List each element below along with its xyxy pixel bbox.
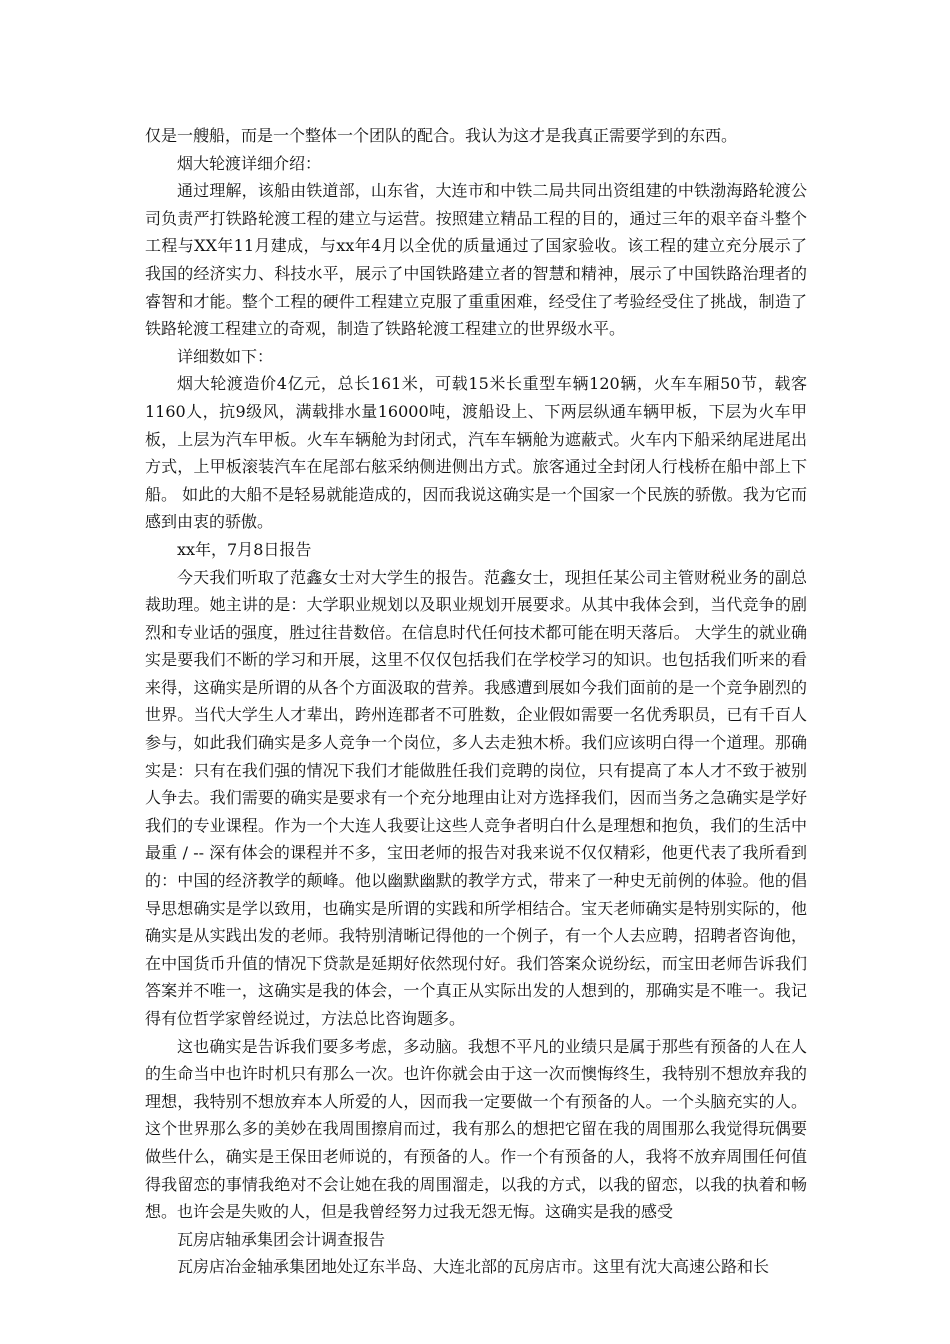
paragraph-reflection: 这也确实是告诉我们要多考虑，多动脑。我想不平凡的业绩只是属于那些有预备的人在人的生命当中也许时机只有那么一次。也许你就会由于这一次而懊悔终生，我特别不想放弃我的理想，我特别不想放弃本人所爱的人，因而我一定要做一个有预备的人。一个头脑充实的人。这个世界那么多的美妙在我周围擦肩而过，我有那么的想把它留在我的周围那么我觉得玩偶要做些什么，确实是王保田老师说的，有预备的人。作一个有预备的人，我将不放弃周围任何值得我留恋的事情我绝对不会让她在我的周围溜走，以我的方式，以我的留恋，以我的执着和畅想。也许会是失败的人，但是我曾经努力过我无怨无悔。这确实是我的感受 <box>145 1036 807 1222</box>
document-page <box>145 122 807 1281</box>
heading-bearing-report: 瓦房店轴承集团会计调查报告 <box>177 1229 386 1249</box>
paragraph-intro-fragment: 仅是一艘船，而是一个整体一个团队的配合。我认为这才是我真正需要学到的东西。 <box>145 126 738 145</box>
heading-details: 详细数如下： <box>177 346 274 366</box>
paragraph-ferry-project: 通过理解，该船由铁道部，山东省，大连市和中铁二局共同出资组建的中铁渤海路轮渡公司负责严打铁路轮渡工程的建立与运营。按照建立精品工程的目的，通过三年的艰辛奋斗整个工程与XX年11月建成，与xx年4月以全优的质量通过了国家验收。该工程的建立充分展示了我国的经济实力、科技水平，展示了中国铁路建立者的智慧和精神，展示了中国铁路治理者的睿智和才能。整个工程的硬件工程建立克服了重重困难，经受住了考验经受住了挑战，制造了铁路轮渡工程建立的奇观，制造了铁路轮渡工程建立的世界级水平。 <box>145 181 807 339</box>
heading-report-date: xx年，7月8日报告 <box>177 539 312 559</box>
paragraph-bearing-intro: 瓦房店冶金轴承集团地处辽东半岛、大连北部的瓦房店市。这里有沈大高速公路和长 <box>177 1257 770 1277</box>
heading-ferry-intro: 烟大轮渡详细介绍： <box>177 153 322 173</box>
paragraph-ferry-specs: 烟大轮渡造价4亿元，总长161米，可载15米长重型车辆120辆，火车车厢50节，载客1160人，抗9级风，满载排水量16000吨，渡船设上、下两层纵通车辆甲板，下层为火车甲板，上层为汽车甲板。火车车辆舱为封闭式，汽车车辆舱为遮蔽式。火车内下船采纳尾进尾出方式，上甲板滚装汽车在尾部右舷采纳侧进侧出方式。旅客通过全封闭人行栈桥在船中部上下船。 如此的大船不是轻易就能造成的，因而我说这确实是一个国家一个民族的骄傲。我为它而感到由衷的骄傲。 <box>145 374 807 532</box>
paragraph-career-report: 今天我们听取了范鑫女士对大学生的报告。范鑫女士，现担任某公司主管财税业务的副总裁助理。她主讲的是：大学职业规划以及职业规划开展要求。从其中我体会到，当代竞争的剧烈和专业话的强度，胜过往昔数倍。在信息时代任何技术都可能在明天落后。 大学生的就业确实是要我们不断的学习和开展，这里不仅仅包括我们在学校学习的知识。也包括我们听来的看来得，这确实是所谓的从各个方面汲取的营养。我感遭到展如今我们面前的是一个竞争剧烈的世界。当代大学生人才辈出，跨州连郡者不可胜数，企业假如需要一名优秀职员，已有千百人参与，如此我们确实是多人竞争一个岗位，多人去走独木桥。我们应该明白得一个道理。那确实是：只有在我们强的情况下我们才能做胜任我们竞聘的岗位，只有提高了本人才不致于被别人争去。我们需要的确实是要求有一个充分地理由让对方选择我们，因而当务之急确实是学好我们的专业课程。作为一个大连人我要让这些人竞争者明白什么是理想和抱负，我们的生活中最重 / -- 深有体会的课程并不多，宝田老师的报告对我来说不仅仅精彩，他更代表了我所看到的：中国的经济教学的颠峰。他以幽默幽默的教学方式，带来了一种史无前例的体验。他的倡导思想确实是学以致用，也确实是所谓的实践和所学相结合。宝天老师确实是特别实际的，他确实是从实践出发的老师。我特别清晰记得他的一个例子，有一个人去应聘，招聘者咨询他，在中国货币升值的情况下贷款是延期好依然现付好。我们答案众说纷纭，而宝田老师告诉我们答案并不唯一，这确实是我的体会，一个真正从实际出发的人想到的，那确实是不唯一。我记得有位哲学家曾经说过，方法总比咨询题多。 <box>145 567 807 1028</box>
